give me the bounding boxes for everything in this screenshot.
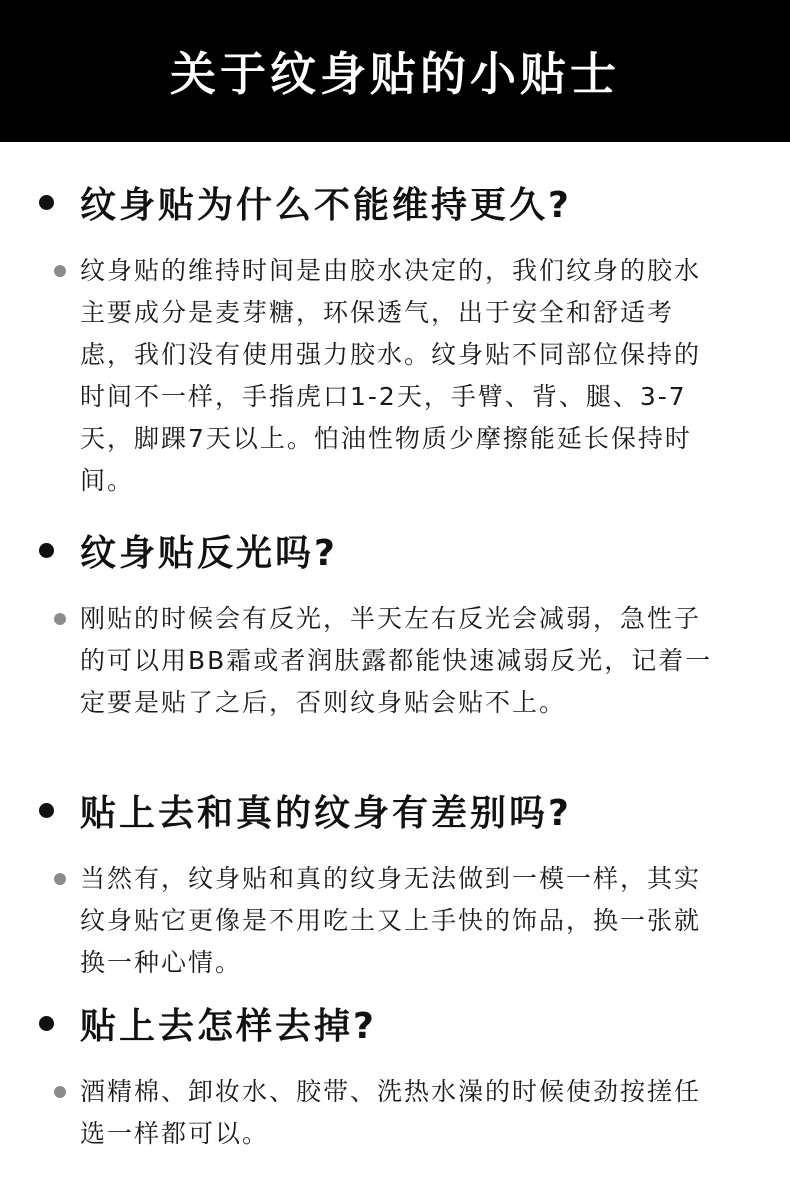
page-header	[0, 0, 790, 142]
tip-question	[0, 995, 790, 1051]
bullet-dot-icon	[54, 873, 66, 885]
tip-answer-text: 刚贴的时候会有反光，半天左右反光会减弱，急性子的可以用BB霜或者润肤露都能快速减弱反光，记着一定要是贴了之后，否则纹身贴会贴不上。	[80, 604, 713, 717]
tip-answer-text: 酒精棉、卸妆水、胶带、洗热水澡的时候使劲按搓任选一样都可以。	[80, 1077, 702, 1148]
bullet-dot-icon	[39, 543, 54, 558]
tip-question-text: 贴上去和真的纹身有差别吗?	[80, 792, 572, 834]
tip-section	[0, 174, 790, 502]
tip-answer	[0, 858, 790, 984]
tip-question	[0, 522, 790, 578]
bullet-dot-icon	[39, 803, 54, 818]
bullet-dot-icon	[54, 265, 66, 277]
tip-question-text: 贴上去怎样去掉?	[80, 1005, 377, 1047]
tip-answer	[0, 250, 790, 502]
tip-section	[0, 995, 790, 1155]
tip-question	[0, 782, 790, 838]
tip-section	[0, 782, 790, 984]
tip-answer-text: 纹身贴的维持时间是由胶水决定的，我们纹身的胶水主要成分是麦芽糖，环保透气，出于安全和舒适考虑，我们没有使用强力胶水。纹身贴不同部位保持的时间不一样，手指虎口1-2天，手臂、背、腿、3-7天，脚踝7天以上。怕油性物质少摩擦能延长保持时间。	[80, 256, 702, 495]
bullet-dot-icon	[39, 195, 54, 210]
tip-question	[0, 174, 790, 230]
bullet-dot-icon	[39, 1016, 54, 1031]
tip-answer-text: 当然有，纹身贴和真的纹身无法做到一模一样，其实纹身贴它更像是不用吃土又上手快的饰品，换一张就换一种心情。	[80, 864, 702, 977]
tip-section	[0, 522, 790, 724]
page-title: 关于纹身贴的小贴士	[170, 47, 620, 101]
tip-answer	[0, 598, 790, 724]
tip-question-text: 纹身贴反光吗?	[80, 532, 338, 574]
tip-answer	[0, 1071, 790, 1155]
tip-question-text: 纹身贴为什么不能维持更久?	[80, 184, 572, 226]
bullet-dot-icon	[54, 613, 66, 625]
bullet-dot-icon	[54, 1086, 66, 1098]
tips-list	[0, 142, 790, 1184]
